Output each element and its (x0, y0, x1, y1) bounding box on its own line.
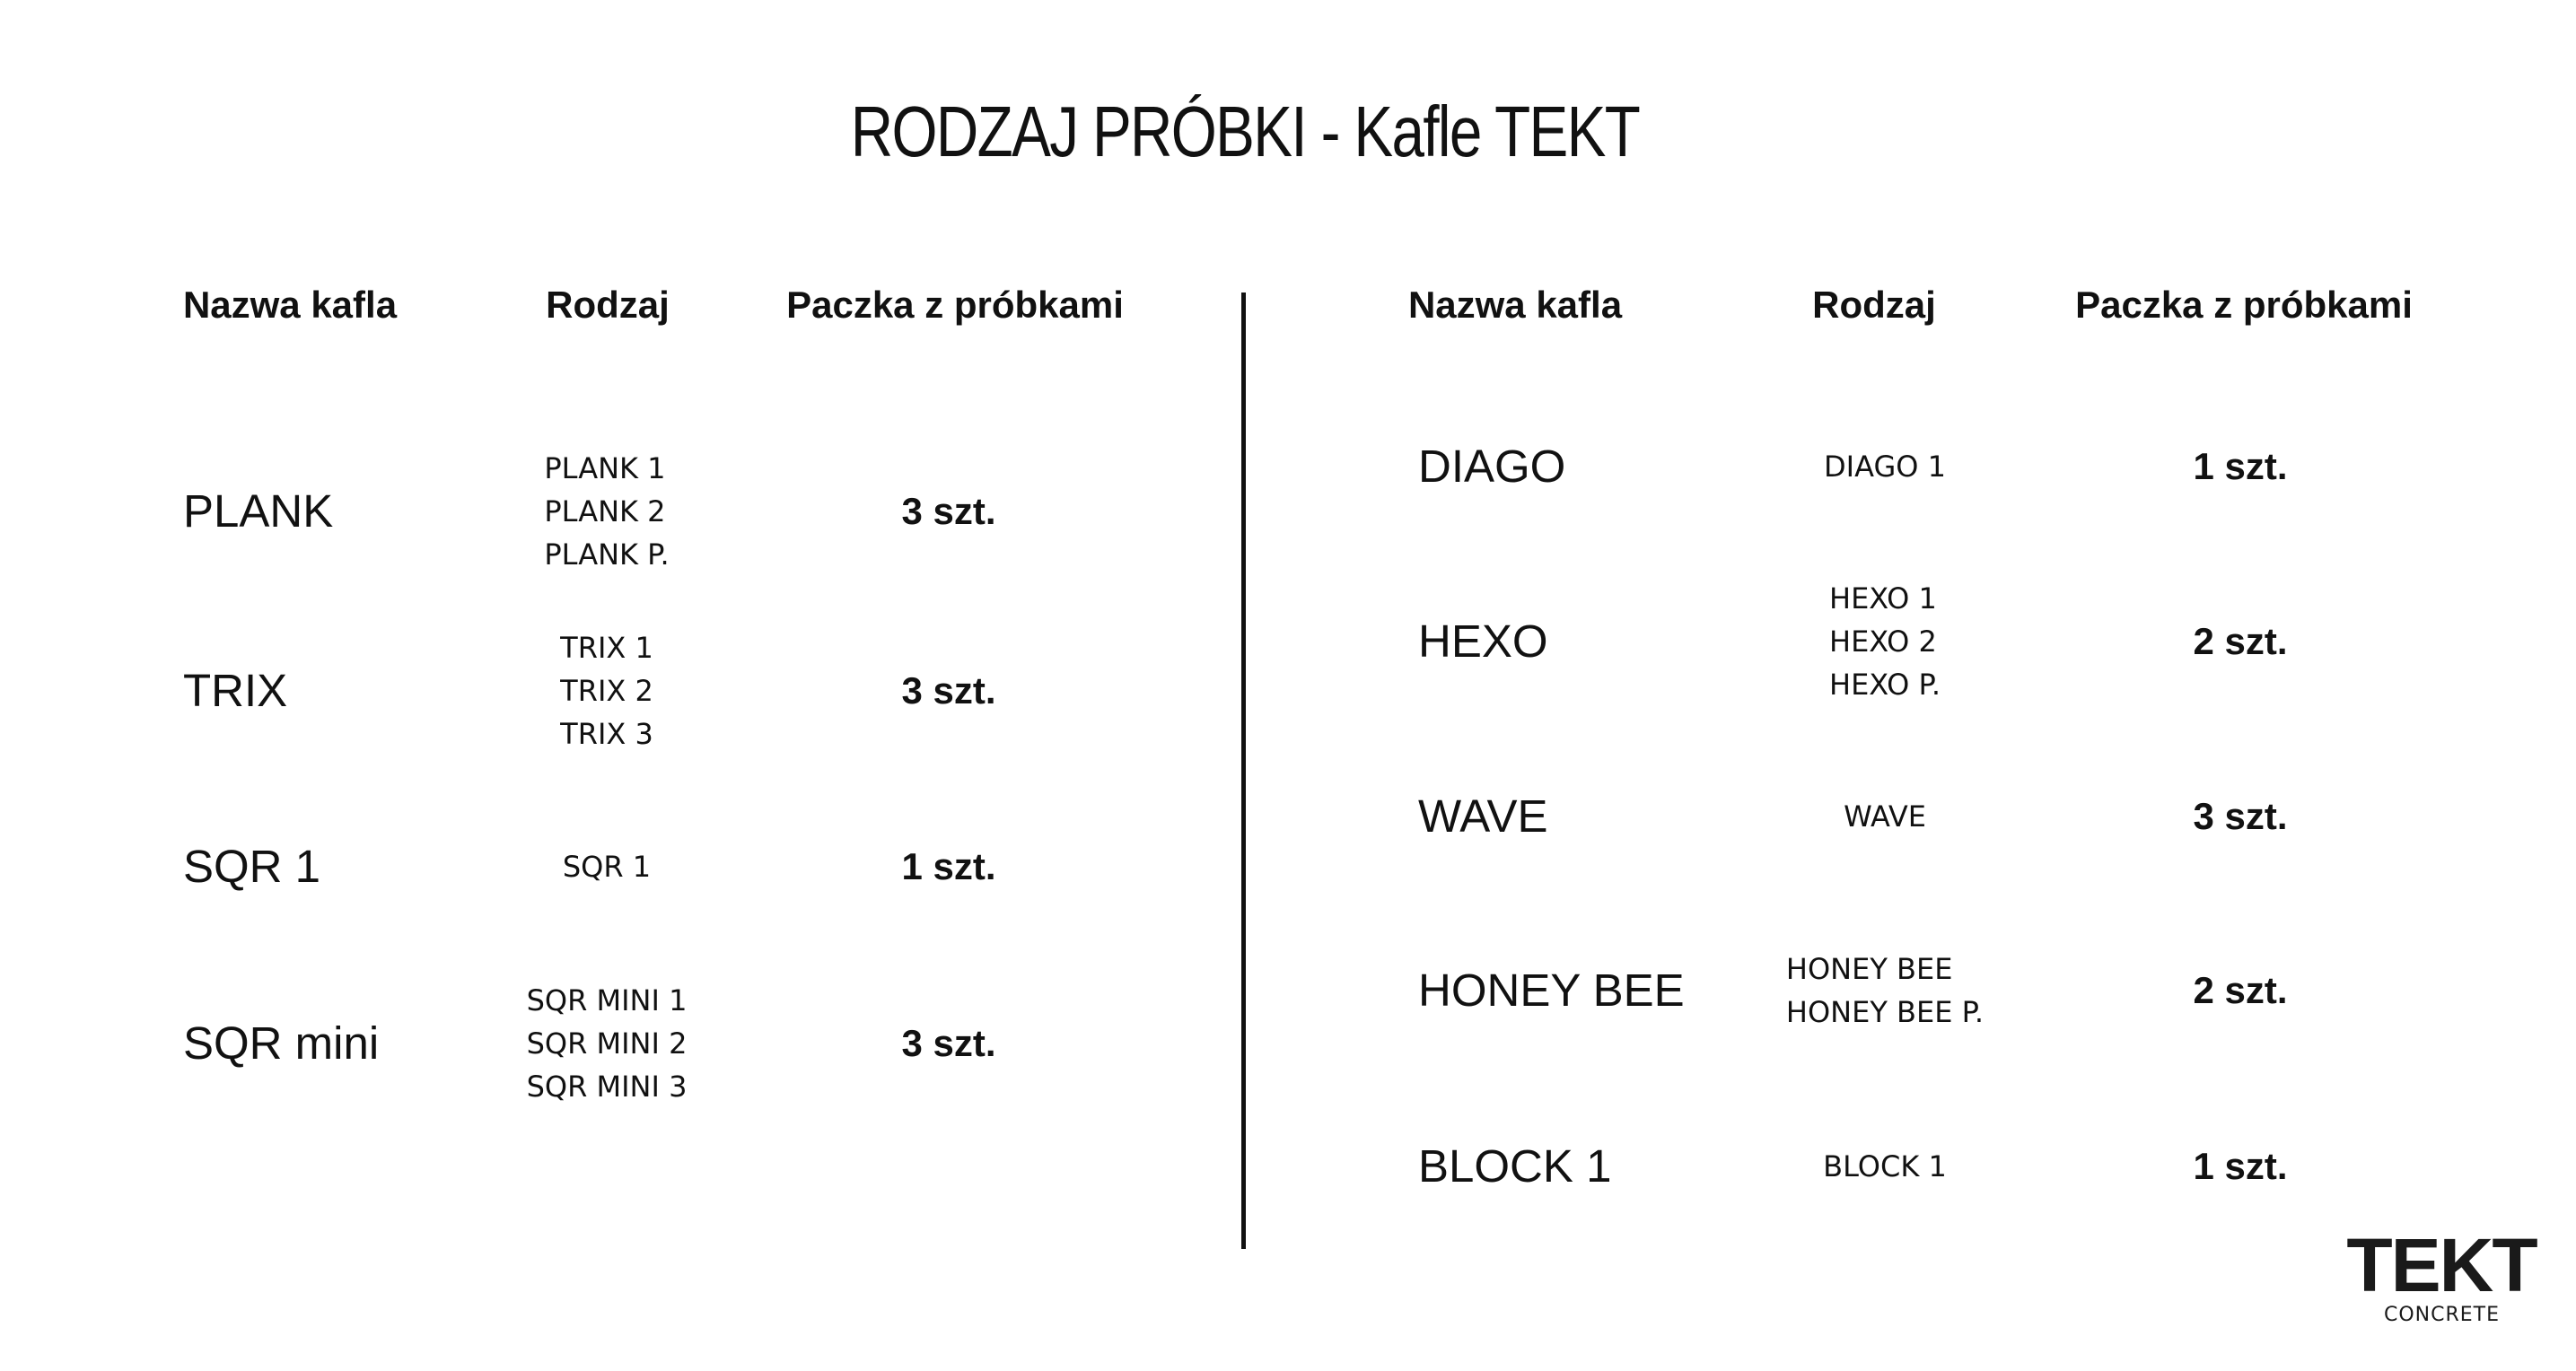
left-header-name: Nazwa kafla (182, 284, 398, 326)
logo-wordmark: TEKT (2346, 1223, 2537, 1307)
page-title: RODZAJ PRÓBKI - Kafle TEKT (850, 92, 1640, 171)
sample-count: 3 szt. (901, 490, 996, 532)
tile-name: PLANK (183, 485, 334, 537)
tile-type: WAVE (1844, 799, 1926, 834)
right-header-type: Rodzaj (1812, 284, 1936, 326)
tile-type: TRIX 2 (560, 674, 653, 708)
tile-type: BLOCK 1 (1823, 1149, 1947, 1183)
tile-name: BLOCK 1 (1418, 1140, 1612, 1192)
tile-type: HEXO 2 (1829, 624, 1937, 659)
tekt-logo (2334, 1223, 2549, 1328)
tile-type: HONEY BEE (1785, 952, 1953, 986)
tile-name: HONEY BEE (1418, 965, 1685, 1016)
left-header-type: Rodzaj (546, 284, 670, 326)
tile-name: HEXO (1418, 616, 1548, 667)
sample-count: 2 szt. (2193, 969, 2288, 1011)
tile-name: DIAGO (1418, 441, 1566, 492)
tile-type-list (563, 845, 651, 888)
tile-type-list (527, 979, 688, 1108)
sample-count: 3 szt. (901, 669, 996, 712)
tile-type-list (1844, 795, 1926, 838)
sample-count: 2 szt. (2193, 620, 2288, 662)
tile-type-list (1824, 445, 1946, 488)
tile-type: DIAGO 1 (1824, 450, 1946, 484)
tile-type-list (1829, 577, 1941, 706)
logo-subtitle: CONCRETE (2384, 1304, 2501, 1326)
tile-name: TRIX (183, 665, 288, 716)
sample-count: 3 szt. (901, 1022, 996, 1064)
tile-type-list (544, 447, 669, 576)
sample-count: 3 szt. (2193, 795, 2288, 837)
tile-type: SQR MINI 2 (526, 1026, 688, 1061)
tile-type-list (1823, 1145, 1947, 1188)
right-header-name: Nazwa kafla (1407, 284, 1623, 326)
tile-type: PLANK 2 (544, 494, 666, 528)
tile-type: HEXO P. (1829, 668, 1941, 702)
tile-type: TRIX 3 (560, 717, 653, 751)
sample-count: 1 szt. (2193, 1145, 2288, 1187)
tile-type: SQR 1 (562, 850, 652, 884)
tile-type-list (1786, 947, 1984, 1034)
tile-type-list (560, 626, 653, 755)
tile-type: PLANK 1 (544, 451, 666, 485)
tile-type: HEXO 1 (1829, 581, 1937, 616)
left-header-package: Paczka z próbkami (786, 284, 1124, 326)
tile-name: SQR 1 (183, 841, 321, 892)
tile-type: HONEY BEE P. (1785, 995, 1985, 1029)
column-divider (1241, 293, 1246, 1249)
sample-count: 1 szt. (2193, 445, 2288, 487)
tile-name: SQR mini (183, 1017, 380, 1069)
tile-type: PLANK P. (544, 537, 670, 572)
tile-type: TRIX 1 (560, 631, 653, 665)
tile-type: SQR MINI 1 (526, 983, 688, 1017)
tile-name: WAVE (1418, 790, 1548, 842)
right-header-package: Paczka z próbkami (2075, 284, 2413, 326)
sample-count: 1 szt. (901, 845, 996, 887)
tile-type: SQR MINI 3 (526, 1070, 688, 1104)
